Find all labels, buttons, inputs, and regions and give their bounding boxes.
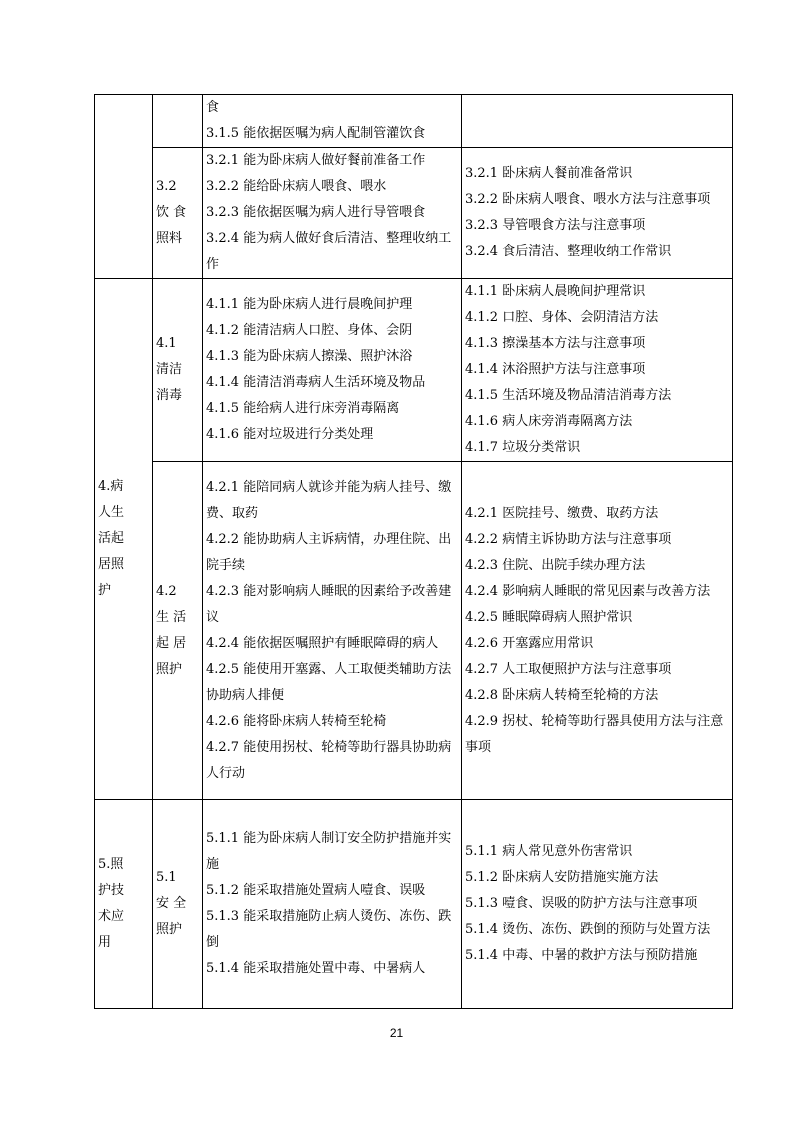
- sub-category-line: 照护: [156, 661, 183, 677]
- skill-cell: [203, 462, 462, 800]
- skill-line: 4.2.1 能陪同病人就诊并能为病人挂号、缴费、取药: [206, 479, 452, 521]
- knowledge-line: 4.2.8 卧床病人转椅至轮椅的方法: [465, 687, 659, 703]
- skill-line: 5.1.2 能采取措施处置病人噎食、误吸: [206, 883, 426, 898]
- skill-line: 4.1.2 能清洁病人口腔、身体、会阴: [206, 323, 413, 338]
- sub-category-line: 3.2: [156, 179, 177, 194]
- sub-category-line: 照料: [156, 231, 183, 246]
- main-category-cell: [95, 800, 153, 1009]
- knowledge-cell: [462, 800, 733, 1009]
- skill-line: 3.2.1 能为卧床病人做好餐前准备工作: [206, 153, 426, 168]
- knowledge-line: 3.2.3 导管喂食方法与注意事项: [465, 218, 646, 233]
- knowledge-line: 5.1.2 卧床病人安防措施实施方法: [465, 870, 659, 885]
- skill-line: 4.2.7 能使用拐杖、轮椅等助行器具协助病人行动: [206, 739, 452, 781]
- knowledge-line: 4.1.4 沐浴照护方法与注意事项: [465, 362, 646, 377]
- knowledge-line: 4.1.1 卧床病人晨晚间护理常识: [465, 284, 646, 299]
- table-row: [95, 279, 733, 462]
- skill-line: 3.2.2 能给卧床病人喂食、喂水: [206, 179, 387, 194]
- knowledge-line: 4.2.1 医院挂号、缴费、取药方法: [465, 505, 659, 521]
- sub-category-line: 5.1: [156, 870, 177, 885]
- table-row: [95, 800, 733, 1009]
- page-number: 21: [389, 1026, 404, 1040]
- knowledge-cell: [462, 279, 733, 462]
- skill-line: 5.1.4 能采取措施处置中毒、中暑病人: [206, 961, 426, 976]
- table-row: [95, 462, 733, 800]
- main-category-line: 居照: [98, 557, 125, 572]
- skill-line: 4.2.3 能对影响病人睡眠的因素给予改善建议: [206, 583, 452, 625]
- sub-category-line: 安 全: [156, 896, 187, 911]
- skill-line: 4.2.5 能使用开塞露、人工取便类辅助方法协助病人排便: [206, 661, 452, 703]
- knowledge-line: 3.2.4 食后清洁、整理收纳工作常识: [465, 244, 672, 259]
- sub-category-cell: [153, 95, 203, 148]
- knowledge-line: 5.1.4 中毒、中暑的救护方法与预防措施: [465, 948, 698, 963]
- knowledge-line: 3.2.2 卧床病人喂食、喂水方法与注意事项: [465, 192, 711, 207]
- knowledge-cell: [462, 462, 733, 800]
- skill-line: 4.2.6 能将卧床病人转椅至轮椅: [206, 713, 387, 729]
- skill-line: 4.2.2 能协助病人主诉病情，办理住院、出院手续: [206, 531, 452, 573]
- knowledge-line: 4.2.7 人工取便照护方法与注意事项: [465, 661, 672, 677]
- main-category-line: 人生: [98, 505, 125, 520]
- knowledge-cell: [462, 95, 733, 148]
- table-row: [95, 148, 733, 279]
- skill-line: 4.1.3 能为卧床病人擦澡、照护沐浴: [206, 349, 413, 364]
- knowledge-line: 4.1.5 生活环境及物品清洁消毒方法: [465, 388, 672, 403]
- knowledge-line: 4.1.3 擦澡基本方法与注意事项: [465, 336, 646, 351]
- knowledge-line: 5.1.4 烫伤、冻伤、跌倒的预防与处置方法: [465, 922, 711, 937]
- knowledge-line: 4.2.4 影响病人睡眠的常见因素与改善方法: [465, 583, 711, 599]
- knowledge-line: 4.2.6 开塞露应用常识: [465, 635, 594, 651]
- skill-line: 食: [206, 100, 220, 115]
- knowledge-line: 4.2.5 睡眠障碍病人照护常识: [465, 609, 633, 625]
- skills-table: [94, 94, 733, 1009]
- sub-category-cell: [153, 800, 203, 1009]
- knowledge-line: 4.2.9 拐杖、轮椅等助行器具使用方法与注意事项: [465, 713, 724, 755]
- main-category-line: 5.照: [98, 857, 124, 872]
- knowledge-line: 3.2.1 卧床病人餐前准备常识: [465, 166, 633, 181]
- main-category-line: 活起: [98, 531, 125, 546]
- main-category-cell: [95, 95, 153, 279]
- knowledge-line: 4.1.6 病人床旁消毒隔离方法: [465, 414, 633, 429]
- skill-line: 3.1.5 能依据医嘱为病人配制管灌饮食: [206, 126, 426, 141]
- sub-category-line: 消毒: [156, 388, 183, 403]
- skill-line: 3.2.4 能为病人做好食后清洁、整理收纳工作: [206, 231, 452, 272]
- sub-category-line: 生 活: [156, 609, 187, 625]
- skill-cell: [203, 800, 462, 1009]
- skill-cell: [203, 279, 462, 462]
- sub-category-cell: [153, 462, 203, 800]
- sub-category-line: 4.1: [156, 336, 177, 351]
- knowledge-line: 4.2.3 住院、出院手续办理方法: [465, 557, 646, 573]
- main-category-line: 4.病: [98, 479, 124, 494]
- knowledge-line: 4.1.7 垃圾分类常识: [465, 440, 581, 455]
- sub-category-line: 清洁: [156, 362, 183, 377]
- skill-cell: [203, 95, 462, 148]
- main-category-line: 用: [98, 935, 112, 950]
- sub-category-line: 饮 食: [156, 205, 187, 220]
- sub-category-line: 4.2: [156, 583, 177, 599]
- skill-line: 4.1.4 能清洁消毒病人生活环境及物品: [206, 375, 426, 390]
- main-category-line: 护: [98, 583, 112, 598]
- skill-line: 4.1.5 能给病人进行床旁消毒隔离: [206, 401, 400, 416]
- main-category-line: 护技: [98, 883, 125, 898]
- skill-line: 4.2.4 能依据医嘱照护有睡眠障碍的病人: [206, 635, 439, 651]
- table-row: [95, 95, 733, 148]
- skill-line: 5.1.3 能采取措施防止病人烫伤、冻伤、跌倒: [206, 909, 452, 950]
- skill-line: 4.1.6 能对垃圾进行分类处理: [206, 427, 374, 442]
- skill-line: 5.1.1 能为卧床病人制订安全防护措施并实施: [206, 831, 452, 872]
- skill-line: 4.1.1 能为卧床病人进行晨晚间护理: [206, 297, 413, 312]
- sub-category-line: 照护: [156, 922, 183, 937]
- knowledge-line: 5.1.3 噎食、误吸的防护方法与注意事项: [465, 896, 698, 911]
- skill-line: 3.2.3 能依据医嘱为病人进行导管喂食: [206, 205, 426, 220]
- knowledge-cell: [462, 148, 733, 279]
- knowledge-line: 4.1.2 口腔、身体、会阴清洁方法: [465, 310, 659, 325]
- knowledge-line: 5.1.1 病人常见意外伤害常识: [465, 844, 633, 859]
- main-category-cell: [95, 279, 153, 800]
- main-category-line: 术应: [98, 909, 125, 924]
- skill-cell: [203, 148, 462, 279]
- sub-category-cell: [153, 279, 203, 462]
- sub-category-line: 起 居: [156, 635, 187, 651]
- knowledge-line: 4.2.2 病情主诉协助方法与注意事项: [465, 531, 672, 547]
- sub-category-cell: [153, 148, 203, 279]
